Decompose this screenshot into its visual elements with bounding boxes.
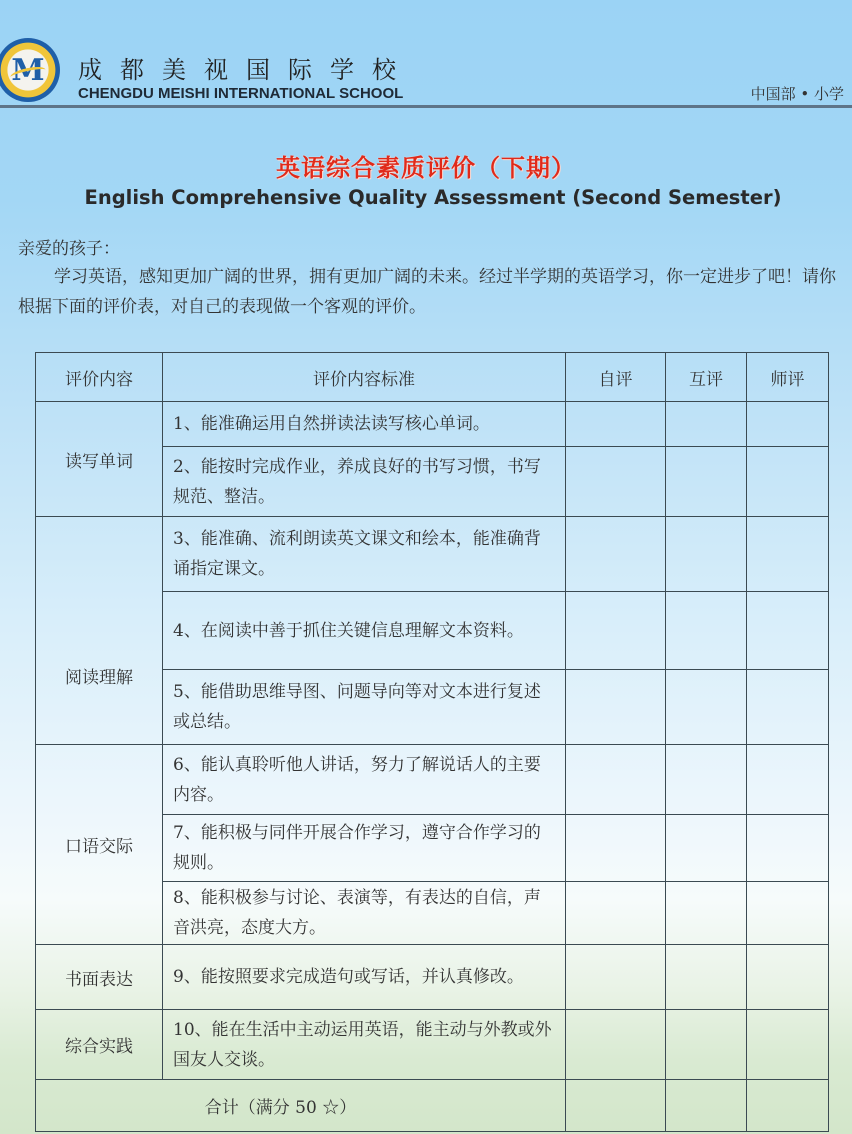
criterion-cell: 5、能借助思维导图、问题导向等对文本进行复述或总结。: [163, 670, 566, 745]
peer-score-cell[interactable]: [666, 592, 747, 670]
division-label: 中国部 • 小学: [750, 85, 844, 103]
peer-score-cell[interactable]: [666, 447, 747, 517]
school-name-cn: 成都美视国际学校: [78, 56, 414, 84]
self-score-cell[interactable]: [566, 945, 666, 1010]
letter-body: 学习英语，感知更加广阔的世界，拥有更加广阔的未来。经过半学期的英语学习，你一定进步了吧！请你根据下面的评价表，对自己的表现做一个客观的评价。: [18, 267, 836, 317]
teacher-total-cell[interactable]: [747, 1080, 829, 1132]
page-title-cn: 英语综合素质评价（下期）: [276, 154, 576, 182]
assessment-table: [35, 352, 829, 1132]
peer-score-cell[interactable]: [666, 745, 747, 815]
peer-total-cell[interactable]: [666, 1080, 747, 1132]
self-score-cell[interactable]: [566, 745, 666, 815]
table-row: [36, 517, 829, 592]
criterion-cell: 3、能准确、流利朗读英文课文和绘本，能准确背诵指定课文。: [163, 517, 566, 592]
header-peer-eval: 互评: [666, 353, 747, 402]
header-category: 评价内容: [36, 353, 163, 402]
criterion-cell: 1、能准确运用自然拼读法读写核心单词。: [163, 402, 566, 447]
school-logo: [0, 38, 60, 102]
table-row: [36, 745, 829, 815]
peer-score-cell[interactable]: [666, 815, 747, 882]
teacher-score-cell[interactable]: [747, 945, 829, 1010]
header-teacher-eval: 师评: [747, 353, 829, 402]
peer-score-cell[interactable]: [666, 1010, 747, 1080]
self-total-cell[interactable]: [566, 1080, 666, 1132]
total-row: [36, 1080, 829, 1132]
table-row: [36, 1010, 829, 1080]
table-row: [36, 945, 829, 1010]
header-divider: [0, 105, 852, 108]
criterion-cell: 8、能积极参与讨论、表演等，有表达的自信，声音洪亮，态度大方。: [163, 882, 566, 945]
category-cell: 书面表达: [36, 945, 163, 1010]
school-name-en: CHENGDU MEISHI INTERNATIONAL SCHOOL: [78, 85, 404, 102]
self-score-cell[interactable]: [566, 517, 666, 592]
peer-score-cell[interactable]: [666, 402, 747, 447]
teacher-score-cell[interactable]: [747, 1010, 829, 1080]
self-score-cell[interactable]: [566, 882, 666, 945]
header-criteria: 评价内容标准: [163, 353, 566, 402]
header-self-eval: 自评: [566, 353, 666, 402]
teacher-score-cell[interactable]: [747, 745, 829, 815]
peer-score-cell[interactable]: [666, 945, 747, 1010]
total-label: 合计（满分 50 ☆）: [36, 1080, 566, 1132]
criterion-cell: 2、能按时完成作业，养成良好的书写习惯，书写规范、整洁。: [163, 447, 566, 517]
self-score-cell[interactable]: [566, 1010, 666, 1080]
self-score-cell[interactable]: [566, 447, 666, 517]
teacher-score-cell[interactable]: [747, 815, 829, 882]
category-cell: 口语交际: [36, 745, 163, 945]
category-cell: 综合实践: [36, 1010, 163, 1080]
criterion-cell: 7、能积极与同伴开展合作学习，遵守合作学习的规则。: [163, 815, 566, 882]
page-title-en: English Comprehensive Quality Assessment (Second Semester): [84, 186, 782, 209]
letter-greeting: 亲爱的孩子：: [18, 239, 120, 259]
teacher-score-cell[interactable]: [747, 402, 829, 447]
category-cell: 阅读理解: [36, 517, 163, 745]
peer-score-cell[interactable]: [666, 517, 747, 592]
table-row: [36, 402, 829, 447]
self-score-cell[interactable]: [566, 592, 666, 670]
teacher-score-cell[interactable]: [747, 670, 829, 745]
teacher-score-cell[interactable]: [747, 447, 829, 517]
peer-score-cell[interactable]: [666, 670, 747, 745]
table-header-row: [36, 353, 829, 402]
category-cell: 读写单词: [36, 402, 163, 517]
self-score-cell[interactable]: [566, 670, 666, 745]
teacher-score-cell[interactable]: [747, 882, 829, 945]
criterion-cell: 4、在阅读中善于抓住关键信息理解文本资料。: [163, 592, 566, 670]
teacher-score-cell[interactable]: [747, 517, 829, 592]
logo-letter: M: [8, 50, 48, 90]
criterion-cell: 9、能按照要求完成造句或写话，并认真修改。: [163, 945, 566, 1010]
self-score-cell[interactable]: [566, 815, 666, 882]
peer-score-cell[interactable]: [666, 882, 747, 945]
criterion-cell: 10、能在生活中主动运用英语，能主动与外教或外国友人交谈。: [163, 1010, 566, 1080]
self-score-cell[interactable]: [566, 402, 666, 447]
teacher-score-cell[interactable]: [747, 592, 829, 670]
criterion-cell: 6、能认真聆听他人讲话，努力了解说话人的主要内容。: [163, 745, 566, 815]
